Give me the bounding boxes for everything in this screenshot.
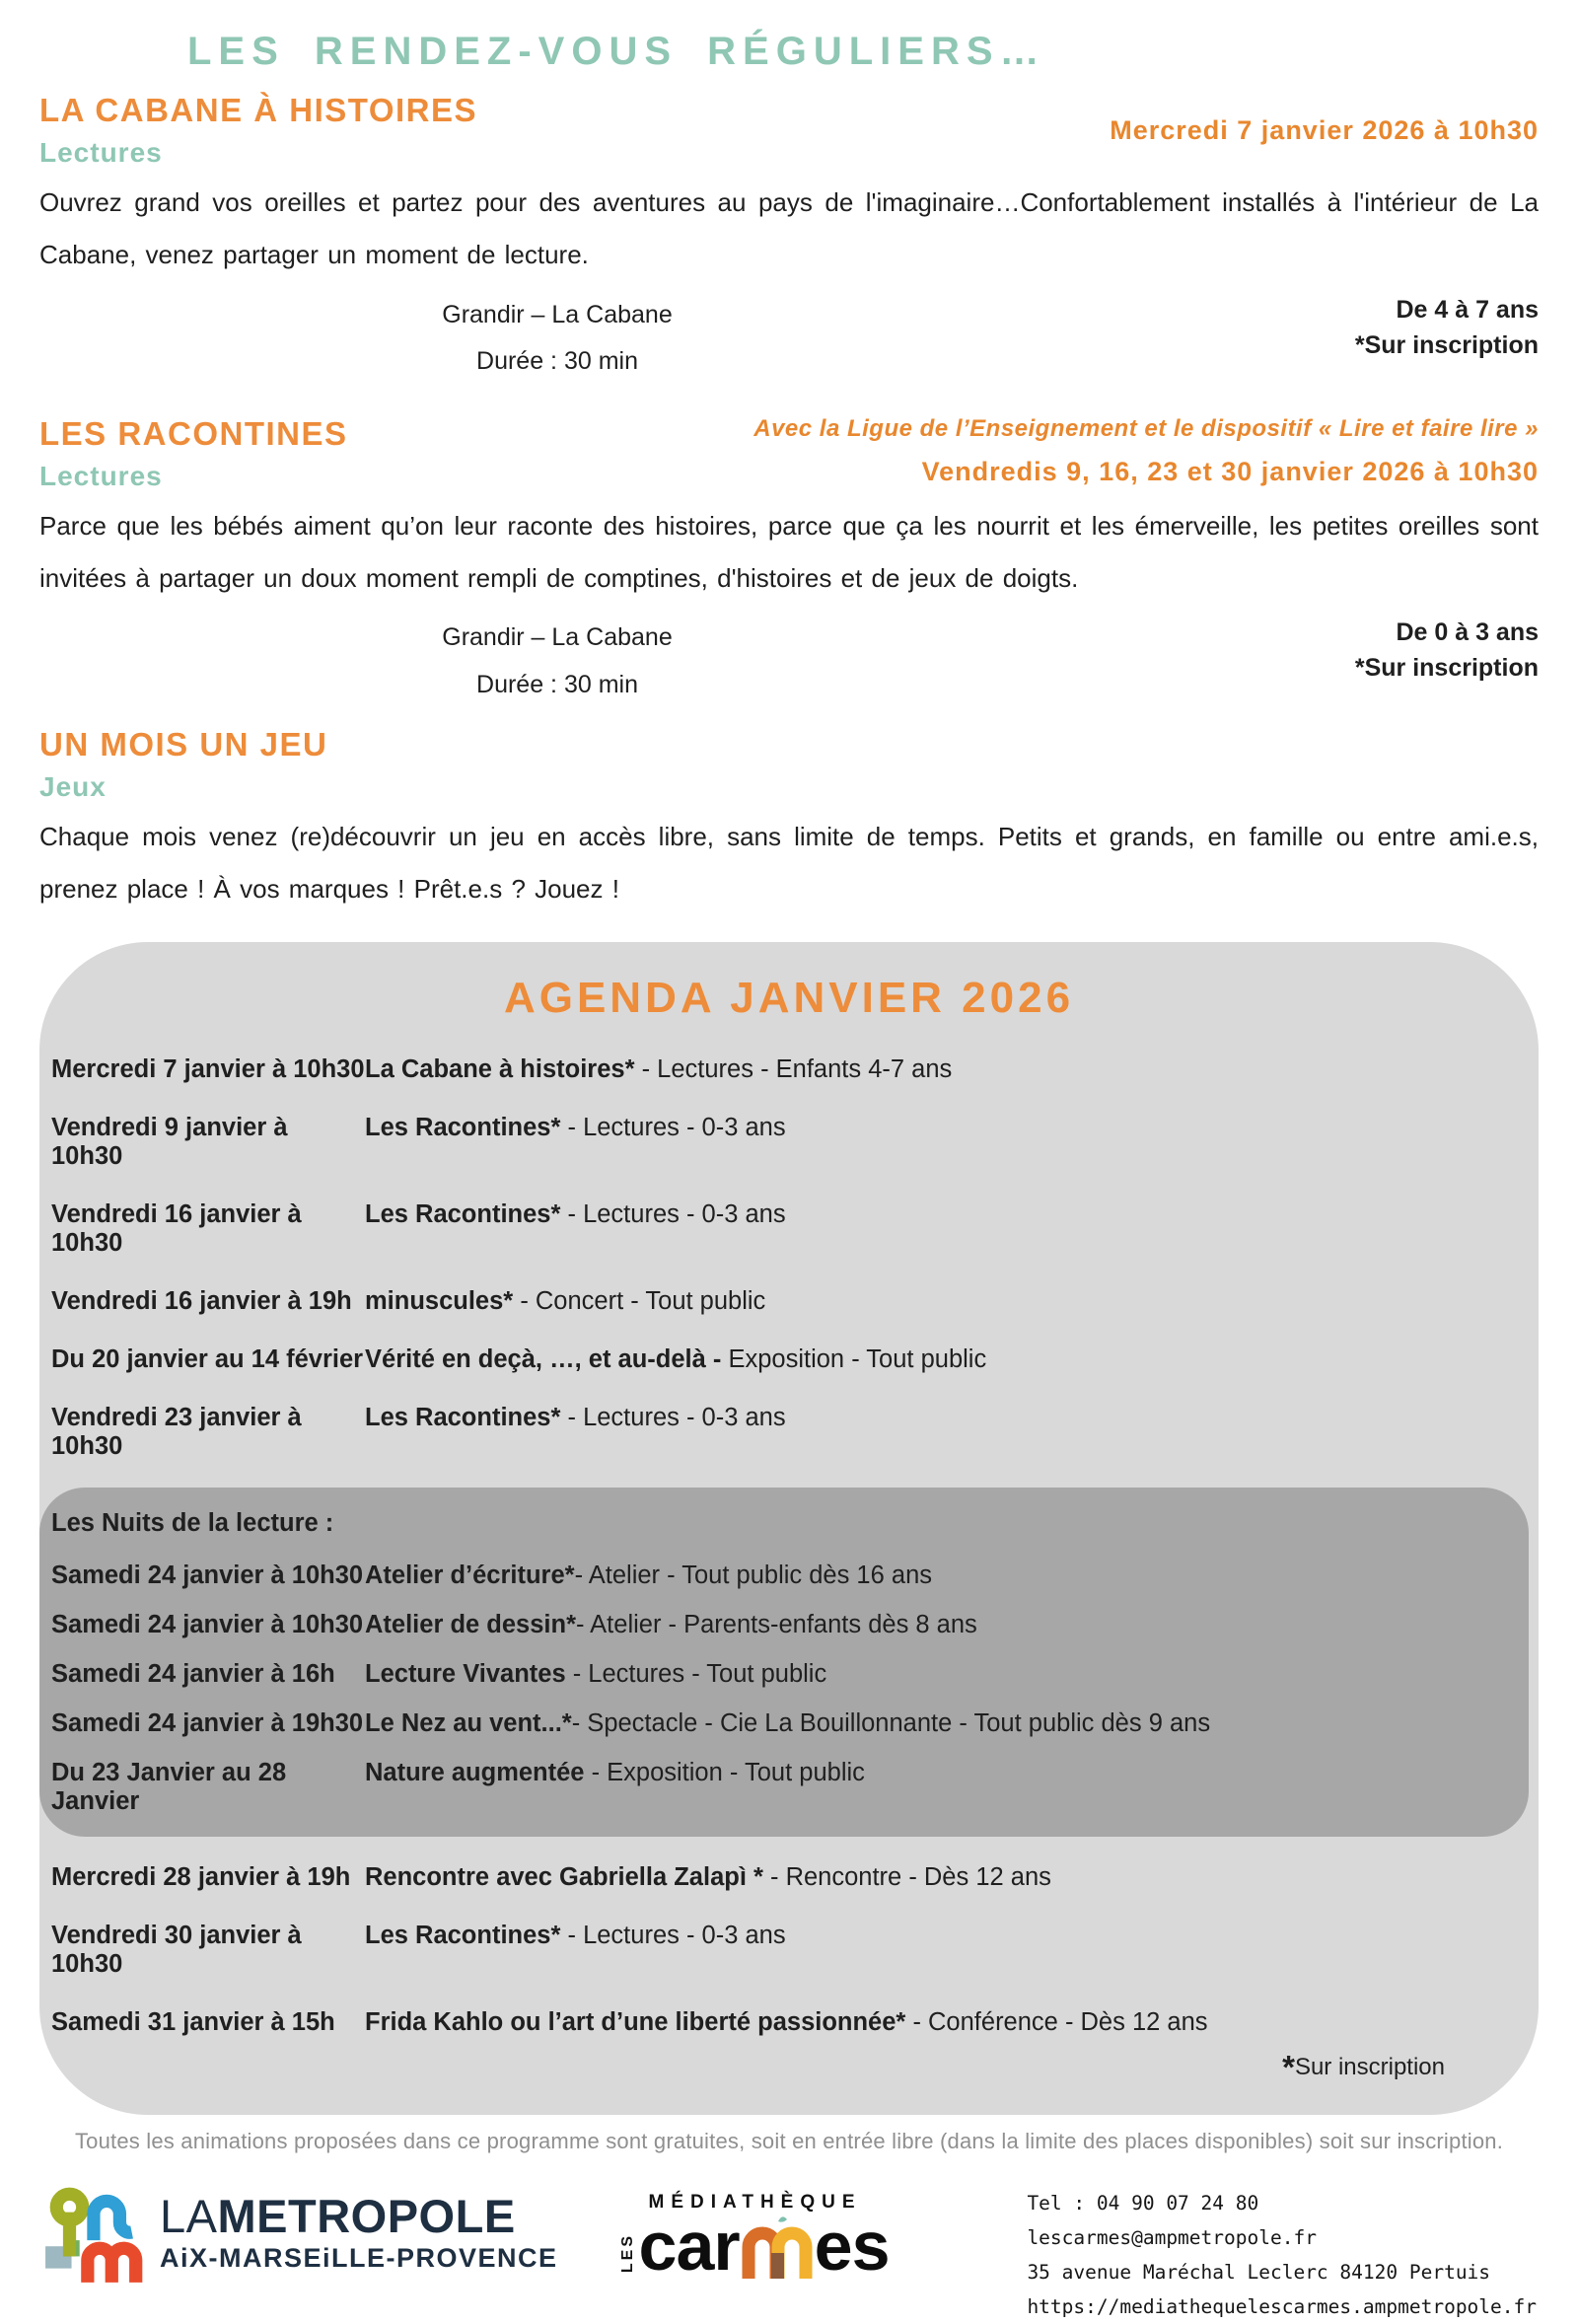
section-cabane-titles (39, 92, 477, 169)
carmes-wordmark (638, 2191, 890, 2286)
carmes-name-end: es (814, 2208, 890, 2286)
metropole-logo-block (41, 2182, 558, 2285)
agenda-row-date: Du 20 janvier au 14 février (51, 1344, 364, 1373)
agenda-event-details: - Spectacle - Cie La Bouillonnante - Tout public dès 9 ans (571, 1708, 1211, 1737)
agenda-row (39, 1700, 1529, 1749)
carmes-les-label: LES (618, 2232, 636, 2273)
agenda-row-desc (365, 1863, 1539, 1892)
asterisk-mark: * (1282, 2048, 1295, 2085)
duration-label: Durée : 30 min (476, 670, 638, 698)
agenda-row (39, 1994, 1539, 2052)
agenda-event-title: Vérité en deçà, …, et au-delà - (365, 1344, 722, 1373)
agenda-event-title: Les Racontines* (365, 1113, 561, 1141)
metropole-name-metropole: METROPOLE (217, 2189, 516, 2242)
agenda-row-desc (365, 1759, 1529, 1816)
section-info-right-racontines (1355, 615, 1539, 687)
contact-website: https://mediathequelescarmes.ampmetropole.fr (1027, 2294, 1537, 2318)
agenda-row-desc (365, 1287, 1539, 1316)
agenda-event-details: - Atelier - Parents-enfants dès 8 ans (576, 1610, 977, 1638)
nuits-de-la-lecture-box (39, 1488, 1529, 1837)
agenda-row (39, 1849, 1539, 1907)
metropole-wordmark (160, 2189, 558, 2274)
section-body-racontines: Parce que les bébés aiment qu’on leur raconte des histoires, parce que ça les nourrit et les émerveille, les petites oreilles sont invitées à partager un doux moment rempli de comptines, d'histoires et de jeux de doigts. (39, 510, 1539, 593)
agenda-row-desc (365, 1114, 1539, 1171)
agenda-event-title: Atelier d’écriture* (365, 1561, 575, 1589)
agenda-row-date: Samedi 24 janvier à 16h (51, 1659, 335, 1688)
section-heading-moisjeu: UN MOIS UN JEU (39, 726, 328, 763)
agenda-event-details: - Lectures - Tout public (565, 1659, 827, 1688)
agenda-row-desc (365, 1660, 1529, 1689)
agenda-row-desc (365, 1055, 1539, 1084)
agenda-event-details: - Atelier - Tout public dès 16 ans (574, 1561, 932, 1589)
agenda-row (39, 1186, 1539, 1272)
metropole-name-la: LA (160, 2189, 218, 2242)
section-heading-cabane: LA CABANE À HISTOIRES (39, 92, 478, 128)
section-racontines-titles (39, 415, 348, 492)
agenda-row-desc (365, 1922, 1539, 1979)
agenda-row (39, 1272, 1539, 1331)
agenda-row-date: Samedi 31 janvier à 15h (51, 2007, 335, 2036)
agenda-rows-top (39, 1041, 1539, 1476)
ages-label: De 0 à 3 ans (1396, 618, 1539, 647)
carmes-logo-block (618, 2182, 890, 2286)
agenda-title: AGENDA JANVIER 2026 (503, 973, 1075, 1022)
section-info-racontines (39, 615, 1539, 708)
agenda-row-date: Mercredi 7 janvier à 10h30 (51, 1054, 365, 1083)
contact-phone: Tel : 04 90 07 24 80 (1027, 2191, 1259, 2215)
agenda-event-details: - Exposition - Tout public (584, 1758, 865, 1786)
agenda-registration-note (39, 2048, 1539, 2115)
section-date-cabane: Mercredi 7 janvier 2026 à 10h30 (1110, 114, 1539, 145)
mediatheque-label: MÉDIATHÈQUE (648, 2191, 862, 2213)
section-date-racontines: Vendredis 9, 16, 23 et 30 janvier 2026 à 10h30 (921, 456, 1539, 486)
agenda-event-details: - Lectures - 0-3 ans (560, 1113, 786, 1141)
place-label: Grandir – La Cabane (442, 623, 673, 652)
page-title: LES RENDEZ-VOUS RÉGULIERS… (187, 30, 1046, 73)
registration-label: *Sur inscription (1354, 654, 1539, 683)
carmes-m-icon (741, 2214, 814, 2279)
agenda-event-title: minuscules* (365, 1286, 514, 1315)
disclaimer-text: Toutes les animations proposées dans ce programme sont gratuites, soit en entrée libre (dans la limite des places disponibles) soit sur inscription. (74, 2128, 1504, 2153)
section-body-cabane: Ouvrez grand vos oreilles et partez pour des aventures au pays de l'imaginaire…Confortablement installés à l'intérieur de La Cabane, venez partager un moment de lecture. (39, 187, 1539, 270)
agenda-row-desc (365, 1611, 1529, 1639)
agenda-row-desc (365, 2008, 1539, 2037)
agenda-row-desc (365, 1561, 1529, 1590)
section-moisjeu-header (39, 726, 1539, 803)
agenda-row-date: Mercredi 28 janvier à 19h (51, 1862, 351, 1891)
contact-block (1027, 2182, 1537, 2324)
section-category-cabane: Lectures (39, 137, 163, 168)
carmes-name-start: car (638, 2208, 740, 2286)
section-info-center-cabane (365, 292, 750, 386)
agenda-event-title: Rencontre avec Gabriella Zalapì * (365, 1862, 763, 1891)
contact-address: 35 avenue Maréchal Leclerc 84120 Pertuis (1027, 2260, 1491, 2284)
agenda-event-details: - Concert - Tout public (513, 1286, 766, 1315)
agenda-event-title: Les Racontines* (365, 1403, 561, 1431)
section-cabane-header (39, 92, 1539, 169)
agenda-event-title: Les Racontines* (365, 1921, 561, 1949)
agenda-row-date: Samedi 24 janvier à 19h30 (51, 1708, 364, 1737)
metropole-name (160, 2189, 558, 2242)
agenda-row-date: Vendredi 30 janvier à 10h30 (51, 1921, 302, 1978)
agenda-row-desc (365, 1709, 1529, 1738)
contact-email: lescarmes@ampmetropole.fr (1027, 2225, 1317, 2249)
agenda-event-details: - Lectures - 0-3 ans (560, 1403, 786, 1431)
section-info-cabane (39, 292, 1539, 386)
agenda-row-desc (365, 1345, 1539, 1374)
agenda-event-details: - Rencontre - Dès 12 ans (762, 1862, 1051, 1891)
agenda-event-title: La Cabane à histoires* (365, 1054, 635, 1083)
agenda-event-title: Lecture Vivantes (365, 1659, 566, 1688)
section-category-racontines: Lectures (39, 460, 163, 491)
section-category-moisjeu: Jeux (39, 771, 107, 803)
agenda-event-title: Le Nez au vent...* (365, 1708, 572, 1737)
agenda-row (39, 1331, 1539, 1389)
agenda-row (39, 1099, 1539, 1186)
agenda-event-details: - Conférence - Dès 12 ans (905, 2007, 1208, 2036)
section-racontines-date-block (753, 415, 1539, 487)
section-info-right-cabane (1355, 292, 1539, 364)
metropole-logo-icon (41, 2182, 152, 2285)
agenda-row-date: Samedi 24 janvier à 10h30 (51, 1561, 364, 1589)
agenda-row-date: Vendredi 16 janvier à 19h (51, 1286, 352, 1315)
agenda-rows-nuits (39, 1552, 1529, 1827)
agenda-event-title: Atelier de dessin* (365, 1610, 576, 1638)
agenda-row-date: Vendredi 9 janvier à 10h30 (51, 1113, 288, 1170)
agenda-event-details: - Lectures - 0-3 ans (560, 1921, 786, 1949)
nuits-header: Les Nuits de la lecture : (51, 1508, 334, 1537)
agenda-event-title: Frida Kahlo ou l’art d’une liberté passionnée* (365, 2007, 906, 2036)
agenda-event-title: Les Racontines* (365, 1199, 561, 1228)
agenda-row-date: Samedi 24 janvier à 10h30 (51, 1610, 364, 1638)
ages-label: De 4 à 7 ans (1396, 295, 1539, 324)
agenda-row (39, 1907, 1539, 1994)
agenda-event-details: - Lectures - Enfants 4-7 ans (634, 1054, 953, 1083)
section-info-center-racontines (365, 615, 750, 708)
metropole-subtitle: AiX-MARSEiLLE-PROVENCE (160, 2242, 558, 2273)
flyer-page (0, 30, 1578, 2318)
agenda-row-desc (365, 1200, 1539, 1258)
agenda-row-date: Vendredi 23 janvier à 10h30 (51, 1403, 302, 1460)
agenda-rows-bottom (39, 1849, 1539, 2052)
duration-label: Durée : 30 min (476, 347, 638, 376)
agenda-event-details: - Lectures - 0-3 ans (560, 1199, 786, 1228)
agenda-row (39, 1041, 1539, 1099)
place-label: Grandir – La Cabane (442, 300, 673, 328)
agenda-row (39, 1389, 1539, 1476)
agenda-row-date: Vendredi 16 janvier à 10h30 (51, 1199, 302, 1257)
partner-note: Avec la Ligue de l’Enseignement et le dispositif « Lire et faire lire » (753, 414, 1539, 442)
registration-label: *Sur inscription (1354, 330, 1539, 359)
carmes-name (638, 2208, 890, 2286)
agenda-row-date: Du 23 Janvier au 28 Janvier (51, 1758, 287, 1815)
agenda-row (39, 1552, 1529, 1601)
agenda-event-title: Nature augmentée (365, 1758, 585, 1786)
agenda-row-desc (365, 1404, 1539, 1461)
section-heading-racontines: LES RACONTINES (39, 414, 348, 452)
section-cabane-date-block (1110, 115, 1539, 146)
registration-text: Sur inscription (1294, 2053, 1445, 2080)
agenda-row (39, 1601, 1529, 1650)
section-body-moisjeu: Chaque mois venez (re)découvrir un jeu en accès libre, sans limite de temps. Petits et grands, en famille ou entre ami.e.s, prenez place ! À vos marques ! Prêt.e.s ? Jouez ! (39, 822, 1539, 905)
footer (0, 2182, 1578, 2324)
agenda-box (39, 942, 1539, 2115)
agenda-row (39, 1749, 1529, 1827)
section-racontines-header (39, 415, 1539, 492)
agenda-event-details: Exposition - Tout public (721, 1344, 987, 1373)
agenda-row (39, 1650, 1529, 1700)
